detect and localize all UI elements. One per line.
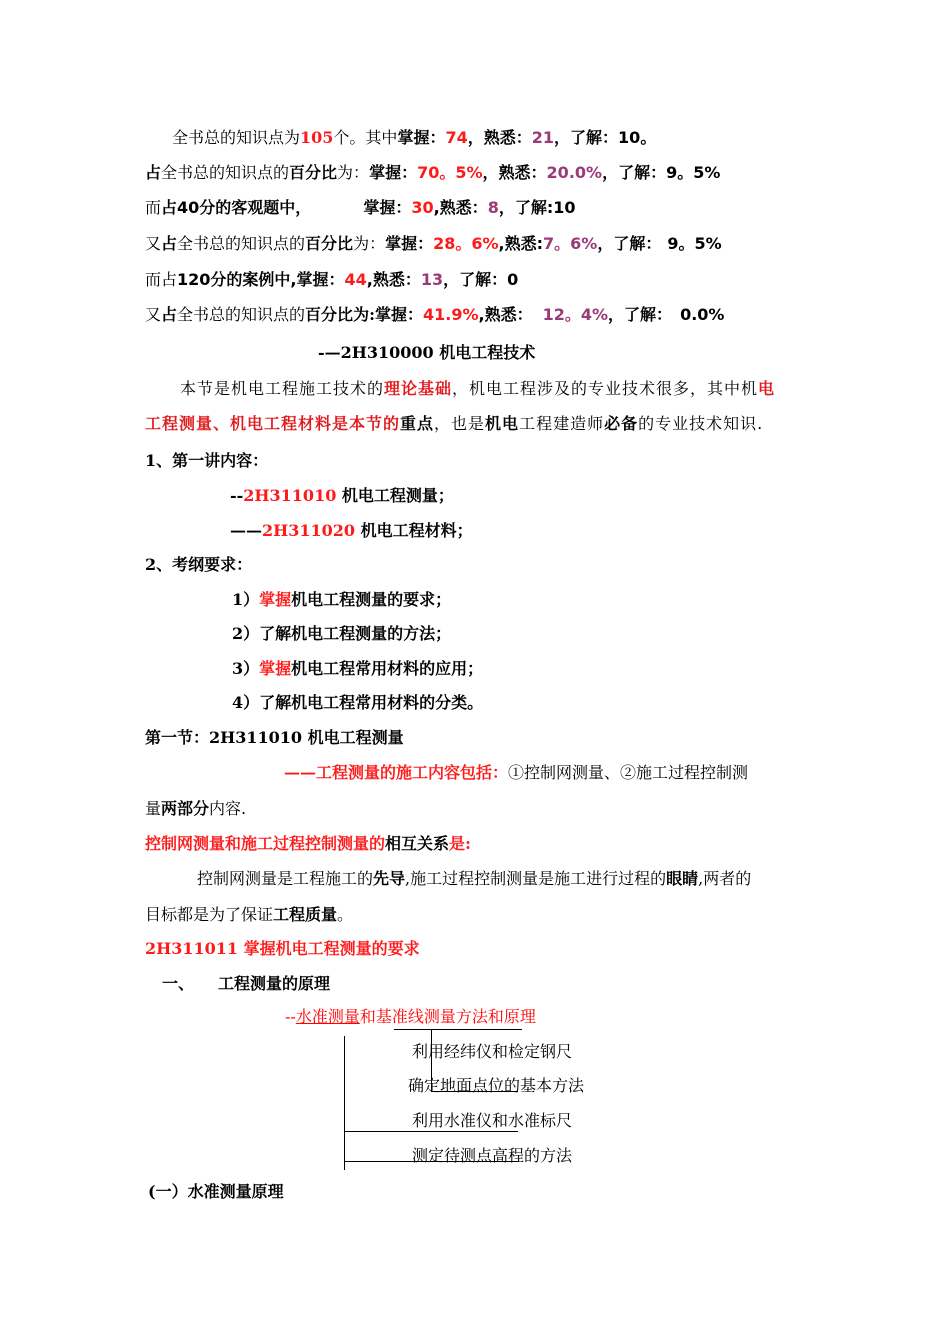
diagram-line-lower [344, 1131, 518, 1132]
syllabus-item-2: 2）了解机电工程测量的方法； [232, 624, 452, 643]
relation-para-1: 控制网测量是工程施工的先导,施工过程控制测量是施工进行过程的眼睛,两者的 [197, 869, 752, 888]
diagram-title: --水准测量和基准线测量方法和原理 [285, 1007, 536, 1026]
relation-heading: 控制网测量和施工过程控制测量的相互关系是: [145, 834, 471, 853]
syllabus-item-3: 3）掌握机电工程常用材料的应用； [232, 659, 484, 678]
section-content-line-2: 量两部分内容. [145, 799, 247, 818]
diagram-line-left [344, 1036, 345, 1170]
leveling-principle-heading: (一）水准测量原理 [148, 1182, 284, 1201]
summary-line-5: 而占120分的案例中,掌握：44,熟悉：13，了解：0 [145, 270, 519, 289]
syllabus-item-4: 4）了解机电工程常用材料的分类。 [232, 693, 484, 712]
relation-para-2: 目标都是为了保证工程质量。 [145, 905, 354, 924]
syllabus-item-1: 1）掌握机电工程测量的要求； [232, 590, 452, 609]
syllabus-heading: 2、考纲要求： [145, 555, 253, 574]
diagram-box-1: 利用经纬仪和检定钢尺 [412, 1042, 573, 1061]
summary-line-6: 又占全书总的知识点的百分比为:掌握：41.9%,熟悉： 12。4%，了解： 0.0% [145, 305, 725, 324]
chapter-title: -—2H310000 机电工程技术 [318, 343, 536, 362]
diagram-box-2: 确定地面点位的基本方法 [408, 1076, 585, 1095]
diagram-box-3: 利用水准仪和水准标尺 [412, 1111, 573, 1130]
section-title: 第一节：2H311010 机电工程测量 [145, 728, 404, 747]
diagram-line-top [394, 1029, 522, 1030]
intro-line-2: 工程测量、机电工程材料是本节的重点，也是机电工程建造师必备的专业技术知识. [145, 414, 764, 433]
summary-line-4: 又占全书总的知识点的百分比为：掌握：28。6%,熟悉:7。6%，了解： 9。5% [145, 234, 722, 253]
summary-line-2: 占全书总的知识点的百分比为：掌握：70。5%，熟悉：20.0%，了解：9。5% [145, 163, 721, 182]
intro-line-1: 本节是机电工程施工技术的理论基础，机电工程涉及的专业技术很多，其中机电 [180, 379, 776, 398]
summary-line-1: 全书总的知识点为105个。其中掌握：74，熟悉：21，了解：10。 [172, 128, 657, 147]
lecture-item-1: --2H311010 机电工程测量； [230, 486, 454, 505]
principle-heading: 一、 工程测量的原理 [162, 974, 331, 993]
lecture-heading: 1、第一讲内容： [145, 451, 269, 470]
diagram-box-4: 测定待测点高程的方法 [412, 1146, 573, 1165]
summary-line-3: 而占40分的客观题中， 掌握：30,熟悉：8，了解:10 [145, 198, 576, 217]
sub-heading: 2H311011 掌握机电工程测量的要求 [145, 939, 420, 958]
lecture-item-2: ——2H311020 机电工程材料； [230, 521, 473, 540]
section-content-line-1: ——工程测量的施工内容包括：①控制网测量、②施工过程控制测 [284, 763, 749, 782]
